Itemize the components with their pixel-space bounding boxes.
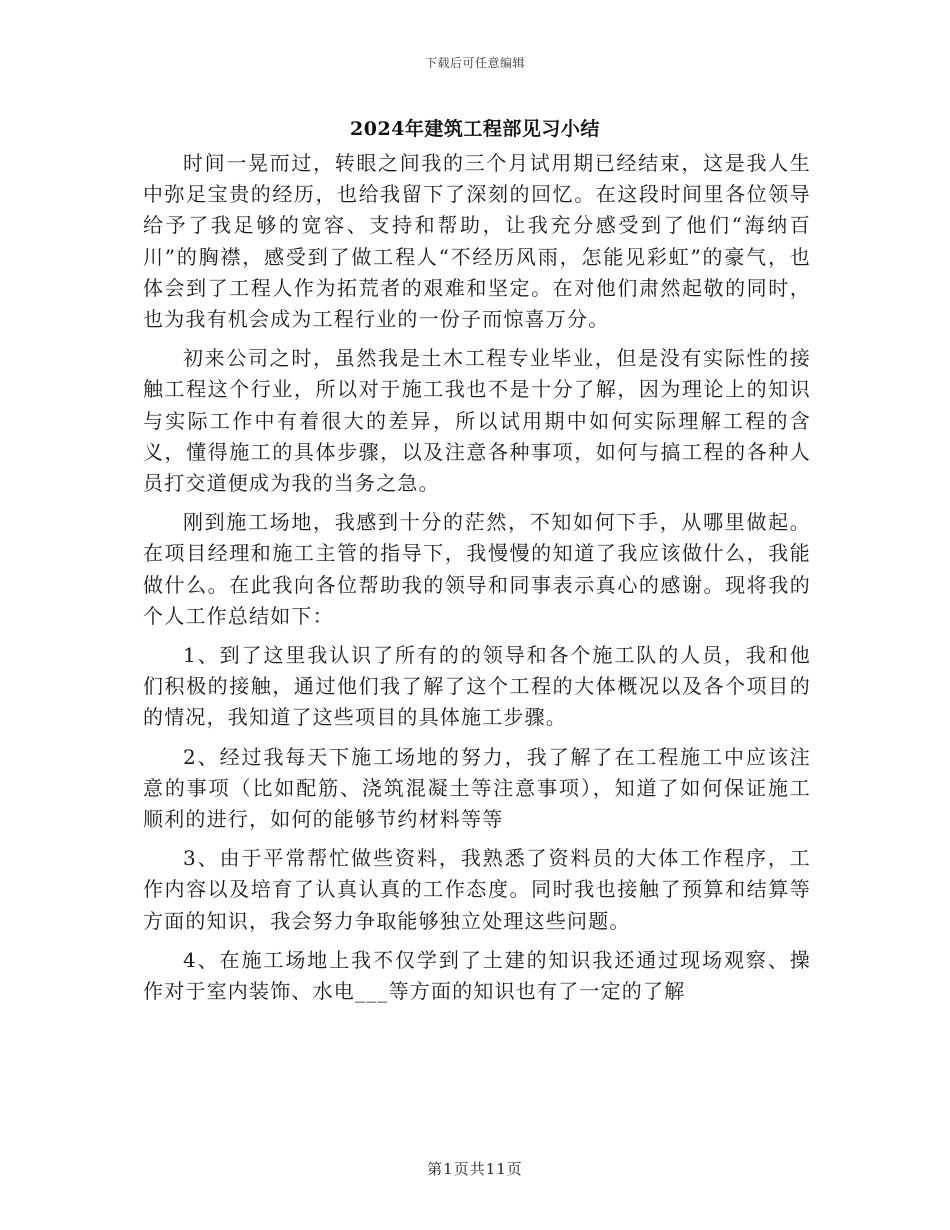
document-body bbox=[143, 148, 811, 1015]
paragraph: 时间一晃而过，转眼之间我的三个月试用期已经结束，这是我人生中弥足宝贵的经历，也给我留下了深刻的回忆。在这段时间里各位领导给予了我足够的宽容、支持和帮助，让我充分感受到了他们“海纳百川”的胸襟，感受到了做工程人“不经历风雨，怎能见彩虹”的豪气，也体会到了工程人作为拓荒者的艰难和坚定。在对他们肃然起敬的同时，也为我有机会成为工程行业的一份子而惊喜万分。 bbox=[143, 151, 811, 332]
list-item: 3、由于平常帮忙做些资料，我熟悉了资料员的大体工作程序，工作内容以及培育了认真认真的工作态度。同时我也接触了预算和结算等方面的知识，我会努力争取能够独立处理这些问题。 bbox=[143, 846, 811, 933]
paragraph: 刚到施工场地，我感到十分的茫然，不知如何下手，从哪里做起。在项目经理和施工主管的指导下，我慢慢的知道了我应该做什么，我能做什么。在此我向各位帮助我的领导和同事表示真心的感谢。现将我的个人工作总结如下： bbox=[143, 510, 811, 628]
page-number: 第1页共11页 bbox=[427, 1160, 523, 1178]
list-item: 1、到了这里我认识了所有的的领导和各个施工队的人员，我和他们积极的接触，通过他们我了解了这个工程的大体概况以及各个项目的的情况，我知道了这些项目的具体施工步骤。 bbox=[143, 643, 811, 730]
document-title: 2024年建筑工程部见习小结 bbox=[350, 118, 600, 140]
list-item: 4、在施工场地上我不仅学到了土建的知识我还通过现场观察、操作对于室内装饰、水电___等方面的知识也有了一定的了解 bbox=[143, 947, 811, 1004]
header-note: 下载后可任意编辑 bbox=[424, 56, 525, 70]
list-item: 2、经过我每天下施工场地的努力，我了解了在工程施工中应该注意的事项（比如配筋、浇筑混凝土等注意事项），知道了如何保证施工顺利的进行，如何的能够节约材料等等 bbox=[143, 744, 811, 832]
paragraph: 初来公司之时，虽然我是土木工程专业毕业，但是没有实际性的接触工程这个行业，所以对于施工我也不是十分了解，因为理论上的知识与实际工作中有着很大的差异，所以试用期中如何实际理解工程的含义，懂得施工的具体步骤，以及注意各种事项，如何与搞工程的各种人员打交道便成为我的当务之急。 bbox=[143, 346, 811, 496]
